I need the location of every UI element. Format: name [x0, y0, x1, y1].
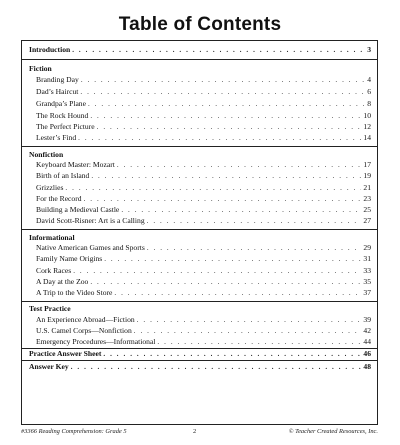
- toc-entry[interactable]: [36, 205, 371, 215]
- dot-leader: [72, 45, 365, 55]
- dot-leader: [90, 277, 361, 287]
- dot-leader: [71, 362, 362, 372]
- dot-leader: [121, 205, 361, 215]
- toc-entry[interactable]: [36, 183, 371, 193]
- entry-page: 19: [363, 171, 371, 180]
- toc-entry[interactable]: [36, 243, 371, 253]
- entry-page: 44: [363, 337, 371, 346]
- toc-entry[interactable]: [36, 288, 371, 298]
- entry-page: 8: [367, 99, 371, 108]
- entry-title: Family Name Origins: [36, 254, 103, 263]
- toc-entry[interactable]: [36, 254, 371, 264]
- dot-leader: [104, 254, 361, 264]
- entry-page: 29: [363, 243, 371, 252]
- section-divider: [21, 360, 378, 361]
- entry-title: The Perfect Picture: [36, 122, 95, 131]
- section-heading-test-practice: Test Practice: [29, 304, 71, 313]
- toc-entry[interactable]: [36, 216, 371, 226]
- entry-page: 33: [363, 266, 371, 275]
- entry-title: Answer Key: [29, 362, 69, 371]
- section-divider: [21, 301, 378, 302]
- entry-page: 42: [363, 326, 371, 335]
- entry-page: 14: [363, 133, 371, 142]
- dot-leader: [147, 216, 362, 226]
- entry-page: 4: [367, 75, 371, 84]
- section-divider: [21, 229, 378, 230]
- entry-page: 12: [363, 122, 371, 131]
- dot-leader: [157, 337, 361, 347]
- dot-leader: [117, 160, 362, 170]
- toc-entry[interactable]: [36, 266, 371, 276]
- footer-product-code: #3366 Reading Comprehension: Grade 5: [21, 428, 127, 435]
- toc-entry[interactable]: [36, 87, 371, 97]
- entry-title: Introduction: [29, 45, 71, 54]
- entry-title: David Scott-Risner: Art is a Calling: [36, 216, 145, 225]
- entry-title: Birth of an Island: [36, 171, 90, 180]
- toc-entry[interactable]: [36, 277, 371, 287]
- toc-entry[interactable]: [36, 171, 371, 181]
- toc-entry[interactable]: [36, 75, 371, 85]
- dot-leader: [80, 87, 365, 97]
- entry-page: 31: [363, 254, 371, 263]
- dot-leader: [90, 111, 361, 121]
- dot-leader: [78, 133, 361, 143]
- dot-leader: [137, 315, 362, 325]
- entry-title: Emergency Procedures—Informational: [36, 337, 156, 346]
- dot-leader: [103, 349, 361, 359]
- dot-leader: [114, 288, 361, 298]
- entry-page: 21: [363, 183, 371, 192]
- page-title: Table of Contents: [118, 14, 282, 35]
- entry-page: 27: [363, 216, 371, 225]
- entry-title: An Experience Abroad—Fiction: [36, 315, 135, 324]
- toc-entry-introduction[interactable]: [29, 45, 371, 55]
- toc-entry[interactable]: [36, 337, 371, 347]
- entry-title: Building a Medieval Castle: [36, 205, 120, 214]
- entry-title: Dad’s Haircut: [36, 87, 79, 96]
- entry-page: 3: [367, 45, 371, 54]
- toc-entry[interactable]: [36, 122, 371, 132]
- toc-entry[interactable]: [36, 133, 371, 143]
- entry-title: Keyboard Master: Mozart: [36, 160, 115, 169]
- section-divider: [21, 146, 378, 147]
- entry-title: The Rock Hound: [36, 111, 89, 120]
- dot-leader: [73, 266, 361, 276]
- entry-page: 37: [363, 288, 371, 297]
- section-divider: [21, 59, 378, 60]
- footer-page-number: 2: [193, 428, 197, 435]
- entry-page: 10: [363, 111, 371, 120]
- toc-entry[interactable]: [36, 315, 371, 325]
- toc-entry[interactable]: [36, 326, 371, 336]
- dot-leader: [134, 326, 362, 336]
- entry-page: 17: [363, 160, 371, 169]
- dot-leader: [91, 171, 361, 181]
- toc-entry[interactable]: [36, 99, 371, 109]
- entry-page: 35: [363, 277, 371, 286]
- toc-entry-answer-key[interactable]: [29, 362, 371, 372]
- entry-page: 6: [367, 87, 371, 96]
- dot-leader: [65, 183, 361, 193]
- page-footer: [21, 428, 378, 438]
- toc-entry[interactable]: [36, 111, 371, 121]
- entry-title: Cork Races: [36, 266, 72, 275]
- toc-entry[interactable]: [36, 194, 371, 204]
- entry-title: Grandpa’s Plane: [36, 99, 86, 108]
- entry-page: 23: [363, 194, 371, 203]
- entry-page: 25: [363, 205, 371, 214]
- entry-title: Branding Day: [36, 75, 79, 84]
- footer-copyright: © Teacher Created Resources, Inc.: [288, 428, 378, 435]
- entry-title: A Day at the Zoo: [36, 277, 89, 286]
- entry-title: Grizzlies: [36, 183, 64, 192]
- entry-title: For the Record: [36, 194, 82, 203]
- entry-page: 46: [363, 349, 371, 358]
- entry-title: Lester’s Find: [36, 133, 77, 142]
- dot-leader: [97, 122, 362, 132]
- entry-page: 48: [363, 362, 371, 371]
- dot-leader: [81, 75, 365, 85]
- section-heading-fiction: Fiction: [29, 64, 52, 73]
- section-heading-nonfiction: Nonfiction: [29, 150, 64, 159]
- dot-leader: [84, 194, 362, 204]
- toc-entry-practice-answer-sheet[interactable]: [29, 349, 371, 359]
- entry-page: 39: [363, 315, 371, 324]
- dot-leader: [88, 99, 365, 109]
- entry-title: Practice Answer Sheet: [29, 349, 102, 358]
- dot-leader: [147, 243, 362, 253]
- entry-title: Native American Games and Sports: [36, 243, 145, 252]
- section-heading-informational: Informational: [29, 233, 75, 242]
- toc-entry[interactable]: [36, 160, 371, 170]
- entry-title: U.S. Camel Corps—Nonfiction: [36, 326, 132, 335]
- entry-title: A Trip to the Video Store: [36, 288, 113, 297]
